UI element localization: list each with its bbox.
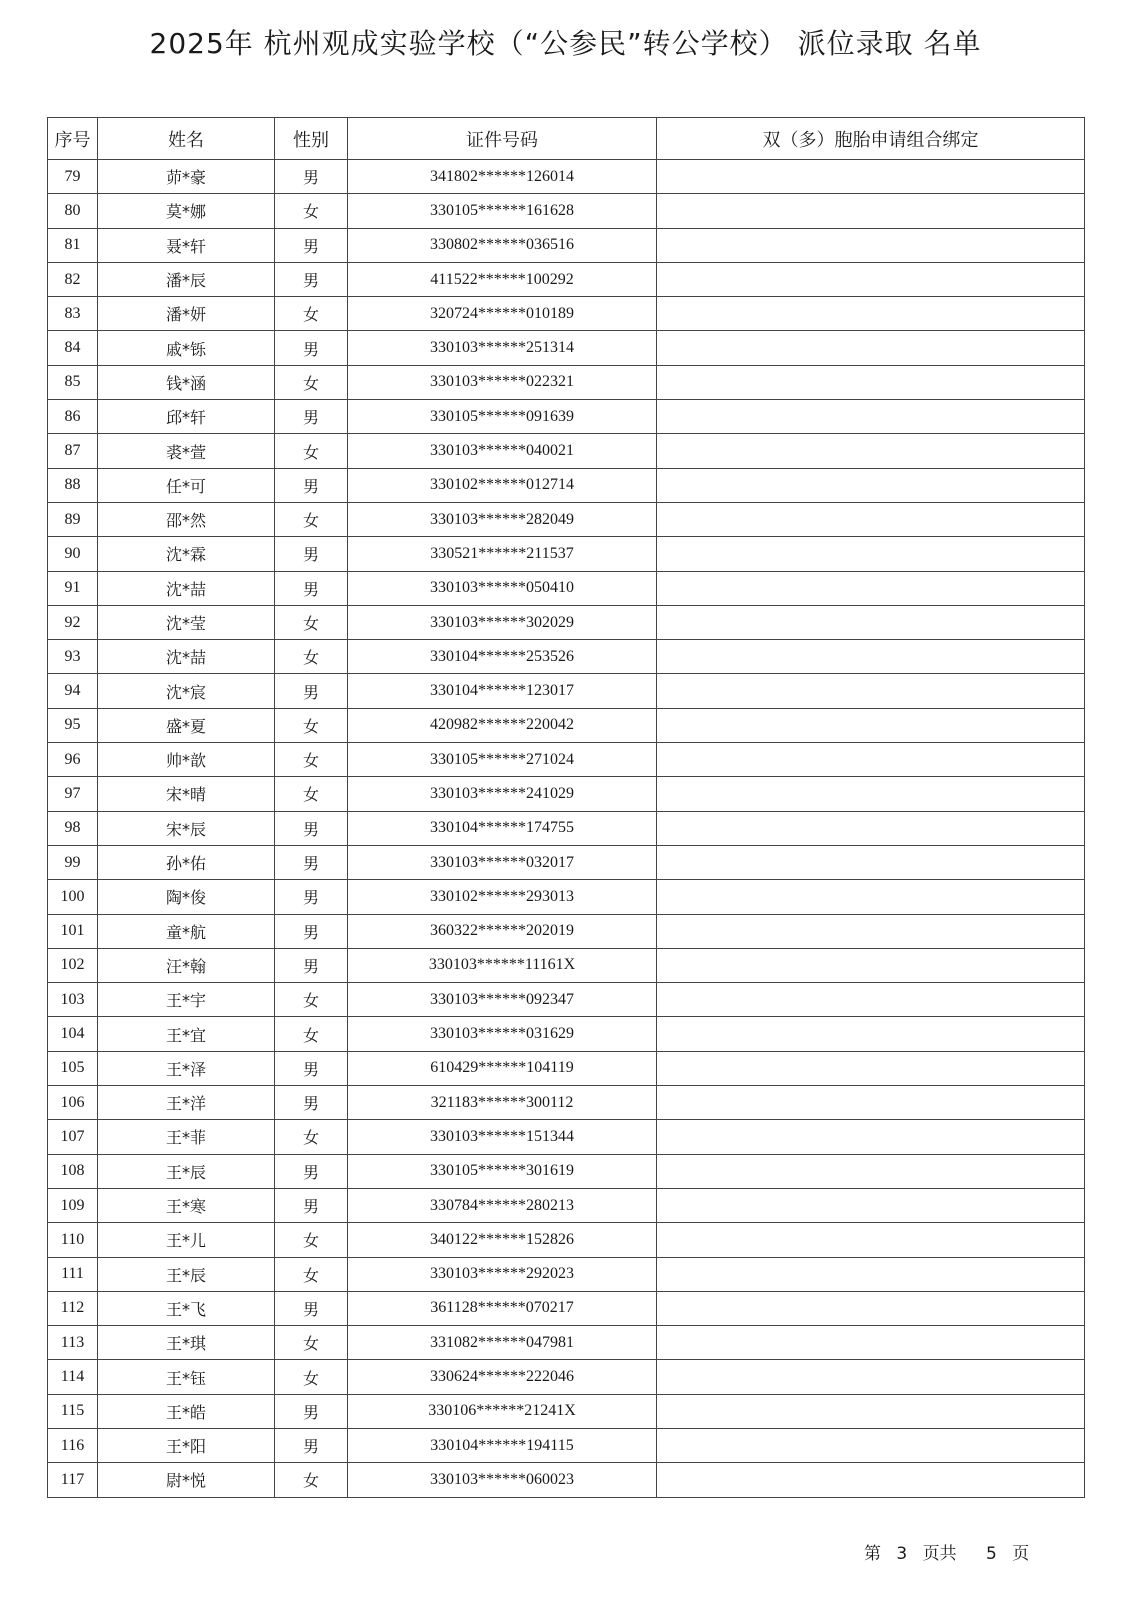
cell-gender: 女 xyxy=(275,1257,348,1291)
cell-name: 宋*晴 xyxy=(98,777,275,811)
cell-gender: 女 xyxy=(275,297,348,331)
cell-gender: 男 xyxy=(275,1154,348,1188)
cell-twin-binding xyxy=(657,1017,1085,1051)
cell-twin-binding xyxy=(657,1188,1085,1222)
cell-serial: 92 xyxy=(48,605,98,639)
cell-id-number: 320724******010189 xyxy=(348,297,657,331)
table-row xyxy=(48,400,1085,434)
table-row xyxy=(48,502,1085,536)
cell-serial: 96 xyxy=(48,743,98,777)
table-row xyxy=(48,1120,1085,1154)
cell-twin-binding xyxy=(657,1120,1085,1154)
cell-id-number: 330784******280213 xyxy=(348,1188,657,1222)
cell-gender: 男 xyxy=(275,914,348,948)
cell-id-number: 330105******091639 xyxy=(348,400,657,434)
table-row xyxy=(48,1428,1085,1462)
cell-twin-binding xyxy=(657,228,1085,262)
cell-serial: 82 xyxy=(48,262,98,296)
table-row xyxy=(48,674,1085,708)
header-name: 姓名 xyxy=(98,118,275,160)
cell-name: 王*洋 xyxy=(98,1086,275,1120)
cell-gender: 女 xyxy=(275,194,348,228)
cell-serial: 106 xyxy=(48,1086,98,1120)
cell-serial: 116 xyxy=(48,1428,98,1462)
cell-name: 汪*翰 xyxy=(98,948,275,982)
cell-serial: 99 xyxy=(48,845,98,879)
cell-name: 童*航 xyxy=(98,914,275,948)
cell-serial: 83 xyxy=(48,297,98,331)
table-row xyxy=(48,537,1085,571)
cell-gender: 女 xyxy=(275,1017,348,1051)
cell-id-number: 330103******050410 xyxy=(348,571,657,605)
cell-name: 盛*夏 xyxy=(98,708,275,742)
cell-serial: 81 xyxy=(48,228,98,262)
cell-name: 戚*铄 xyxy=(98,331,275,365)
cell-twin-binding xyxy=(657,400,1085,434)
cell-id-number: 330802******036516 xyxy=(348,228,657,262)
table-row xyxy=(48,331,1085,365)
cell-gender: 女 xyxy=(275,434,348,468)
cell-name: 潘*辰 xyxy=(98,262,275,296)
cell-id-number: 330103******032017 xyxy=(348,845,657,879)
cell-serial: 114 xyxy=(48,1360,98,1394)
cell-name: 孙*佑 xyxy=(98,845,275,879)
cell-twin-binding xyxy=(657,365,1085,399)
cell-gender: 男 xyxy=(275,880,348,914)
cell-name: 莫*娜 xyxy=(98,194,275,228)
cell-serial: 102 xyxy=(48,948,98,982)
cell-twin-binding xyxy=(657,331,1085,365)
cell-gender: 男 xyxy=(275,160,348,194)
cell-id-number: 330104******194115 xyxy=(348,1428,657,1462)
cell-serial: 79 xyxy=(48,160,98,194)
table-row xyxy=(48,1086,1085,1120)
cell-name: 王*宜 xyxy=(98,1017,275,1051)
cell-serial: 85 xyxy=(48,365,98,399)
cell-serial: 101 xyxy=(48,914,98,948)
cell-gender: 男 xyxy=(275,1188,348,1222)
cell-twin-binding xyxy=(657,1223,1085,1257)
table-row xyxy=(48,743,1085,777)
cell-id-number: 361128******070217 xyxy=(348,1291,657,1325)
cell-twin-binding xyxy=(657,1086,1085,1120)
cell-twin-binding xyxy=(657,297,1085,331)
cell-name: 王*琪 xyxy=(98,1326,275,1360)
cell-serial: 117 xyxy=(48,1463,98,1497)
table-row xyxy=(48,1223,1085,1257)
cell-twin-binding xyxy=(657,571,1085,605)
cell-id-number: 330104******253526 xyxy=(348,640,657,674)
table-row xyxy=(48,880,1085,914)
table-row xyxy=(48,777,1085,811)
cell-twin-binding xyxy=(657,743,1085,777)
footer-prefix: 第 xyxy=(864,1544,881,1564)
cell-gender: 女 xyxy=(275,640,348,674)
cell-name: 王*阳 xyxy=(98,1428,275,1462)
page-footer xyxy=(864,1539,1029,1564)
cell-twin-binding xyxy=(657,605,1085,639)
cell-gender: 女 xyxy=(275,743,348,777)
cell-gender: 男 xyxy=(275,845,348,879)
cell-id-number: 330104******174755 xyxy=(348,811,657,845)
cell-serial: 87 xyxy=(48,434,98,468)
cell-serial: 113 xyxy=(48,1326,98,1360)
cell-serial: 94 xyxy=(48,674,98,708)
cell-name: 沈*莹 xyxy=(98,605,275,639)
cell-name: 王*寒 xyxy=(98,1188,275,1222)
cell-name: 王*飞 xyxy=(98,1291,275,1325)
cell-id-number: 330103******031629 xyxy=(348,1017,657,1051)
table-row xyxy=(48,1326,1085,1360)
table-row xyxy=(48,262,1085,296)
table-row xyxy=(48,708,1085,742)
cell-twin-binding xyxy=(657,1326,1085,1360)
cell-gender: 女 xyxy=(275,1223,348,1257)
cell-gender: 女 xyxy=(275,1463,348,1497)
table-header-row xyxy=(48,118,1085,160)
cell-id-number: 330102******293013 xyxy=(348,880,657,914)
cell-twin-binding xyxy=(657,1360,1085,1394)
table-row xyxy=(48,983,1085,1017)
cell-twin-binding xyxy=(657,1051,1085,1085)
cell-serial: 88 xyxy=(48,468,98,502)
cell-gender: 男 xyxy=(275,400,348,434)
cell-gender: 男 xyxy=(275,948,348,982)
table-row xyxy=(48,571,1085,605)
cell-serial: 115 xyxy=(48,1394,98,1428)
cell-gender: 男 xyxy=(275,1291,348,1325)
cell-serial: 103 xyxy=(48,983,98,1017)
page-title: 2025年 杭州观成实验学校（“公参民”转公学校） 派位录取 名单 xyxy=(149,27,982,60)
cell-gender: 男 xyxy=(275,262,348,296)
cell-twin-binding xyxy=(657,640,1085,674)
cell-id-number: 330103******022321 xyxy=(348,365,657,399)
table-row xyxy=(48,468,1085,502)
table-row xyxy=(48,194,1085,228)
cell-id-number: 340122******152826 xyxy=(348,1223,657,1257)
cell-gender: 男 xyxy=(275,1051,348,1085)
cell-serial: 104 xyxy=(48,1017,98,1051)
table-row xyxy=(48,1017,1085,1051)
cell-id-number: 330105******271024 xyxy=(348,743,657,777)
cell-gender: 女 xyxy=(275,502,348,536)
table-row xyxy=(48,434,1085,468)
header-serial: 序号 xyxy=(48,118,98,160)
cell-name: 王*宇 xyxy=(98,983,275,1017)
cell-serial: 111 xyxy=(48,1257,98,1291)
cell-name: 潘*妍 xyxy=(98,297,275,331)
cell-name: 陶*俊 xyxy=(98,880,275,914)
cell-name: 帅*歆 xyxy=(98,743,275,777)
table-row xyxy=(48,811,1085,845)
cell-id-number: 610429******104119 xyxy=(348,1051,657,1085)
cell-twin-binding xyxy=(657,468,1085,502)
table-row xyxy=(48,1257,1085,1291)
cell-id-number: 330106******21241X xyxy=(348,1394,657,1428)
cell-serial: 98 xyxy=(48,811,98,845)
footer-page-number: 3 xyxy=(896,1544,908,1564)
cell-twin-binding xyxy=(657,845,1085,879)
footer-suffix: 页 xyxy=(1012,1544,1030,1564)
cell-twin-binding xyxy=(657,1257,1085,1291)
cell-id-number: 411522******100292 xyxy=(348,262,657,296)
cell-name: 王*泽 xyxy=(98,1051,275,1085)
cell-name: 王*钰 xyxy=(98,1360,275,1394)
table-row xyxy=(48,1394,1085,1428)
cell-id-number: 330103******292023 xyxy=(348,1257,657,1291)
cell-twin-binding xyxy=(657,262,1085,296)
cell-id-number: 341802******126014 xyxy=(348,160,657,194)
table-row xyxy=(48,1360,1085,1394)
cell-serial: 108 xyxy=(48,1154,98,1188)
cell-twin-binding xyxy=(657,434,1085,468)
cell-twin-binding xyxy=(657,811,1085,845)
cell-name: 王*皓 xyxy=(98,1394,275,1428)
cell-gender: 女 xyxy=(275,1120,348,1154)
cell-serial: 80 xyxy=(48,194,98,228)
cell-name: 沈*霖 xyxy=(98,537,275,571)
cell-serial: 91 xyxy=(48,571,98,605)
table-row xyxy=(48,914,1085,948)
cell-name: 王*辰 xyxy=(98,1257,275,1291)
cell-gender: 男 xyxy=(275,1428,348,1462)
table-row xyxy=(48,228,1085,262)
cell-serial: 112 xyxy=(48,1291,98,1325)
cell-serial: 100 xyxy=(48,880,98,914)
cell-id-number: 330521******211537 xyxy=(348,537,657,571)
cell-gender: 男 xyxy=(275,228,348,262)
cell-gender: 男 xyxy=(275,468,348,502)
cell-twin-binding xyxy=(657,1428,1085,1462)
cell-gender: 女 xyxy=(275,1326,348,1360)
cell-gender: 女 xyxy=(275,983,348,1017)
cell-name: 任*可 xyxy=(98,468,275,502)
cell-name: 宋*辰 xyxy=(98,811,275,845)
cell-twin-binding xyxy=(657,160,1085,194)
cell-serial: 110 xyxy=(48,1223,98,1257)
cell-gender: 女 xyxy=(275,777,348,811)
cell-gender: 男 xyxy=(275,811,348,845)
cell-id-number: 330104******123017 xyxy=(348,674,657,708)
table-row xyxy=(48,297,1085,331)
cell-twin-binding xyxy=(657,948,1085,982)
cell-id-number: 330103******151344 xyxy=(348,1120,657,1154)
cell-twin-binding xyxy=(657,914,1085,948)
cell-id-number: 330103******282049 xyxy=(348,502,657,536)
cell-serial: 86 xyxy=(48,400,98,434)
cell-name: 邵*然 xyxy=(98,502,275,536)
cell-twin-binding xyxy=(657,674,1085,708)
cell-id-number: 331082******047981 xyxy=(348,1326,657,1360)
cell-id-number: 330103******241029 xyxy=(348,777,657,811)
table-row xyxy=(48,1154,1085,1188)
cell-id-number: 330103******302029 xyxy=(348,605,657,639)
cell-gender: 男 xyxy=(275,571,348,605)
cell-twin-binding xyxy=(657,777,1085,811)
cell-name: 王*儿 xyxy=(98,1223,275,1257)
cell-gender: 男 xyxy=(275,537,348,571)
table-row xyxy=(48,948,1085,982)
cell-serial: 93 xyxy=(48,640,98,674)
table-row xyxy=(48,1051,1085,1085)
cell-name: 王*辰 xyxy=(98,1154,275,1188)
cell-id-number: 360322******202019 xyxy=(348,914,657,948)
cell-name: 钱*涵 xyxy=(98,365,275,399)
cell-serial: 89 xyxy=(48,502,98,536)
cell-name: 裘*萱 xyxy=(98,434,275,468)
cell-twin-binding xyxy=(657,502,1085,536)
cell-id-number: 330103******11161X xyxy=(348,948,657,982)
cell-id-number: 330103******251314 xyxy=(348,331,657,365)
cell-twin-binding xyxy=(657,1291,1085,1325)
cell-name: 茆*豪 xyxy=(98,160,275,194)
cell-serial: 90 xyxy=(48,537,98,571)
cell-name: 沈*喆 xyxy=(98,571,275,605)
cell-gender: 男 xyxy=(275,1394,348,1428)
cell-twin-binding xyxy=(657,1154,1085,1188)
cell-name: 聂*轩 xyxy=(98,228,275,262)
header-gender: 性别 xyxy=(275,118,348,160)
cell-twin-binding xyxy=(657,194,1085,228)
cell-id-number: 330105******161628 xyxy=(348,194,657,228)
cell-gender: 女 xyxy=(275,1360,348,1394)
cell-serial: 84 xyxy=(48,331,98,365)
table-row xyxy=(48,845,1085,879)
footer-total-pages: 5 xyxy=(986,1544,997,1564)
cell-name: 邱*轩 xyxy=(98,400,275,434)
footer-middle: 页共 xyxy=(922,1544,957,1564)
cell-twin-binding xyxy=(657,708,1085,742)
cell-serial: 105 xyxy=(48,1051,98,1085)
cell-id-number: 420982******220042 xyxy=(348,708,657,742)
table-row xyxy=(48,160,1085,194)
cell-twin-binding xyxy=(657,880,1085,914)
header-twin-binding: 双（多）胞胎申请组合绑定 xyxy=(657,118,1085,160)
cell-gender: 男 xyxy=(275,674,348,708)
table-row xyxy=(48,1188,1085,1222)
cell-serial: 97 xyxy=(48,777,98,811)
table-row xyxy=(48,640,1085,674)
admission-table xyxy=(47,117,1085,1498)
table-row xyxy=(48,365,1085,399)
cell-name: 王*菲 xyxy=(98,1120,275,1154)
cell-twin-binding xyxy=(657,1394,1085,1428)
table-row xyxy=(48,1463,1085,1497)
cell-id-number: 330102******012714 xyxy=(348,468,657,502)
cell-gender: 女 xyxy=(275,605,348,639)
cell-id-number: 330103******040021 xyxy=(348,434,657,468)
cell-id-number: 330624******222046 xyxy=(348,1360,657,1394)
cell-twin-binding xyxy=(657,983,1085,1017)
cell-name: 尉*悦 xyxy=(98,1463,275,1497)
cell-serial: 109 xyxy=(48,1188,98,1222)
table-row xyxy=(48,605,1085,639)
header-id-number: 证件号码 xyxy=(348,118,657,160)
table-row xyxy=(48,1291,1085,1325)
cell-id-number: 330105******301619 xyxy=(348,1154,657,1188)
cell-twin-binding xyxy=(657,1463,1085,1497)
cell-id-number: 321183******300112 xyxy=(348,1086,657,1120)
cell-serial: 95 xyxy=(48,708,98,742)
cell-gender: 男 xyxy=(275,331,348,365)
cell-id-number: 330103******060023 xyxy=(348,1463,657,1497)
cell-gender: 女 xyxy=(275,708,348,742)
cell-gender: 男 xyxy=(275,1086,348,1120)
cell-id-number: 330103******092347 xyxy=(348,983,657,1017)
cell-gender: 女 xyxy=(275,365,348,399)
cell-twin-binding xyxy=(657,537,1085,571)
cell-name: 沈*喆 xyxy=(98,640,275,674)
table-body xyxy=(48,160,1085,1498)
cell-name: 沈*宸 xyxy=(98,674,275,708)
cell-serial: 107 xyxy=(48,1120,98,1154)
